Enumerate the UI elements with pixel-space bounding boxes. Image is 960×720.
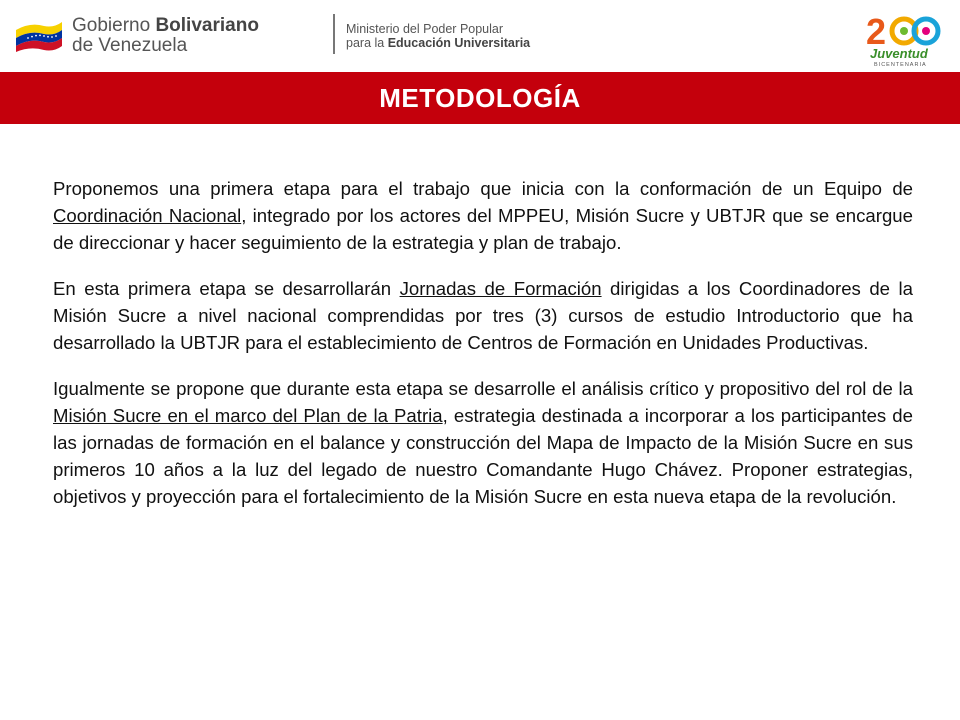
- gov-line1-bold: Bolivariano: [155, 15, 259, 36]
- page-title: METODOLOGÍA: [379, 83, 581, 113]
- p2-underlined: Jornadas de Formación: [399, 278, 602, 299]
- ministry-line2: [346, 36, 530, 50]
- ministry-line2-bold: Educación Universitaria: [387, 36, 531, 51]
- juventud-bicentenaria-logo: [864, 6, 948, 68]
- logo-word: Juventud: [870, 46, 928, 61]
- header-divider: [333, 14, 335, 54]
- logo-sub: BICENTENARIA: [874, 62, 927, 68]
- gov-line2: de Venezuela: [72, 35, 188, 56]
- gov-line1-regular: Gobierno: [72, 15, 156, 36]
- p3-text-a: Igualmente se propone que durante esta etapa se desarrolle el análisis crítico y propositivo del rol de la: [53, 378, 913, 399]
- ministry-wordmark: [346, 22, 530, 51]
- p1-text-b: , integrado por los actores del MPPEU, Misión Sucre y UBTJR que se encargue de direccionar y hacer seguimiento de la estrategia y plan de trabajo.: [53, 205, 913, 253]
- p1-text-a: Proponemos una primera etapa para el trabajo que inicia con la conformación de un Equipo de: [53, 178, 913, 199]
- logo-number: 2: [866, 11, 887, 52]
- p3-underlined: Misión Sucre en el marco del Plan de la Patria: [53, 405, 443, 426]
- p2-text-b: dirigidas a los Coordinadores de la Misión Sucre a nivel nacional comprendidas por tres (3) cursos de estudio Introductorio que ha desarrollado la UBTJR para el establecimiento de Centros de Formación en Unidades Productivas.: [53, 278, 913, 353]
- paragraph-2: [53, 275, 913, 356]
- p3-text-b: , estrategia destinada a incorporar a los participantes de las jornadas de formación en el balance y construcción del Mapa de Impacto de la Misión Sucre en sus primeros 10 años a la luz del legado de nuestro Comandante Hugo Chávez. Proponer estrategias, objetivos y proyección para el fortalecimiento de la Misión Sucre en esta nueva etapa de la revolución.: [53, 405, 913, 507]
- gov-line1: [72, 16, 259, 35]
- title-bar: [0, 72, 960, 124]
- p1-underlined: Coordinación Nacional: [53, 205, 242, 226]
- header: [0, 0, 960, 68]
- ministry-line2-regular: para la: [346, 36, 388, 51]
- gobierno-bolivariano-wordmark: [72, 16, 259, 55]
- ministry-line1: Ministerio del Poder Popular: [346, 22, 504, 36]
- main-content: [53, 175, 913, 529]
- paragraph-3: [53, 375, 913, 510]
- venezuela-flag-logo: [14, 18, 64, 52]
- paragraph-1: [53, 175, 913, 256]
- p2-text-a: En esta primera etapa se desarrollarán: [53, 278, 400, 299]
